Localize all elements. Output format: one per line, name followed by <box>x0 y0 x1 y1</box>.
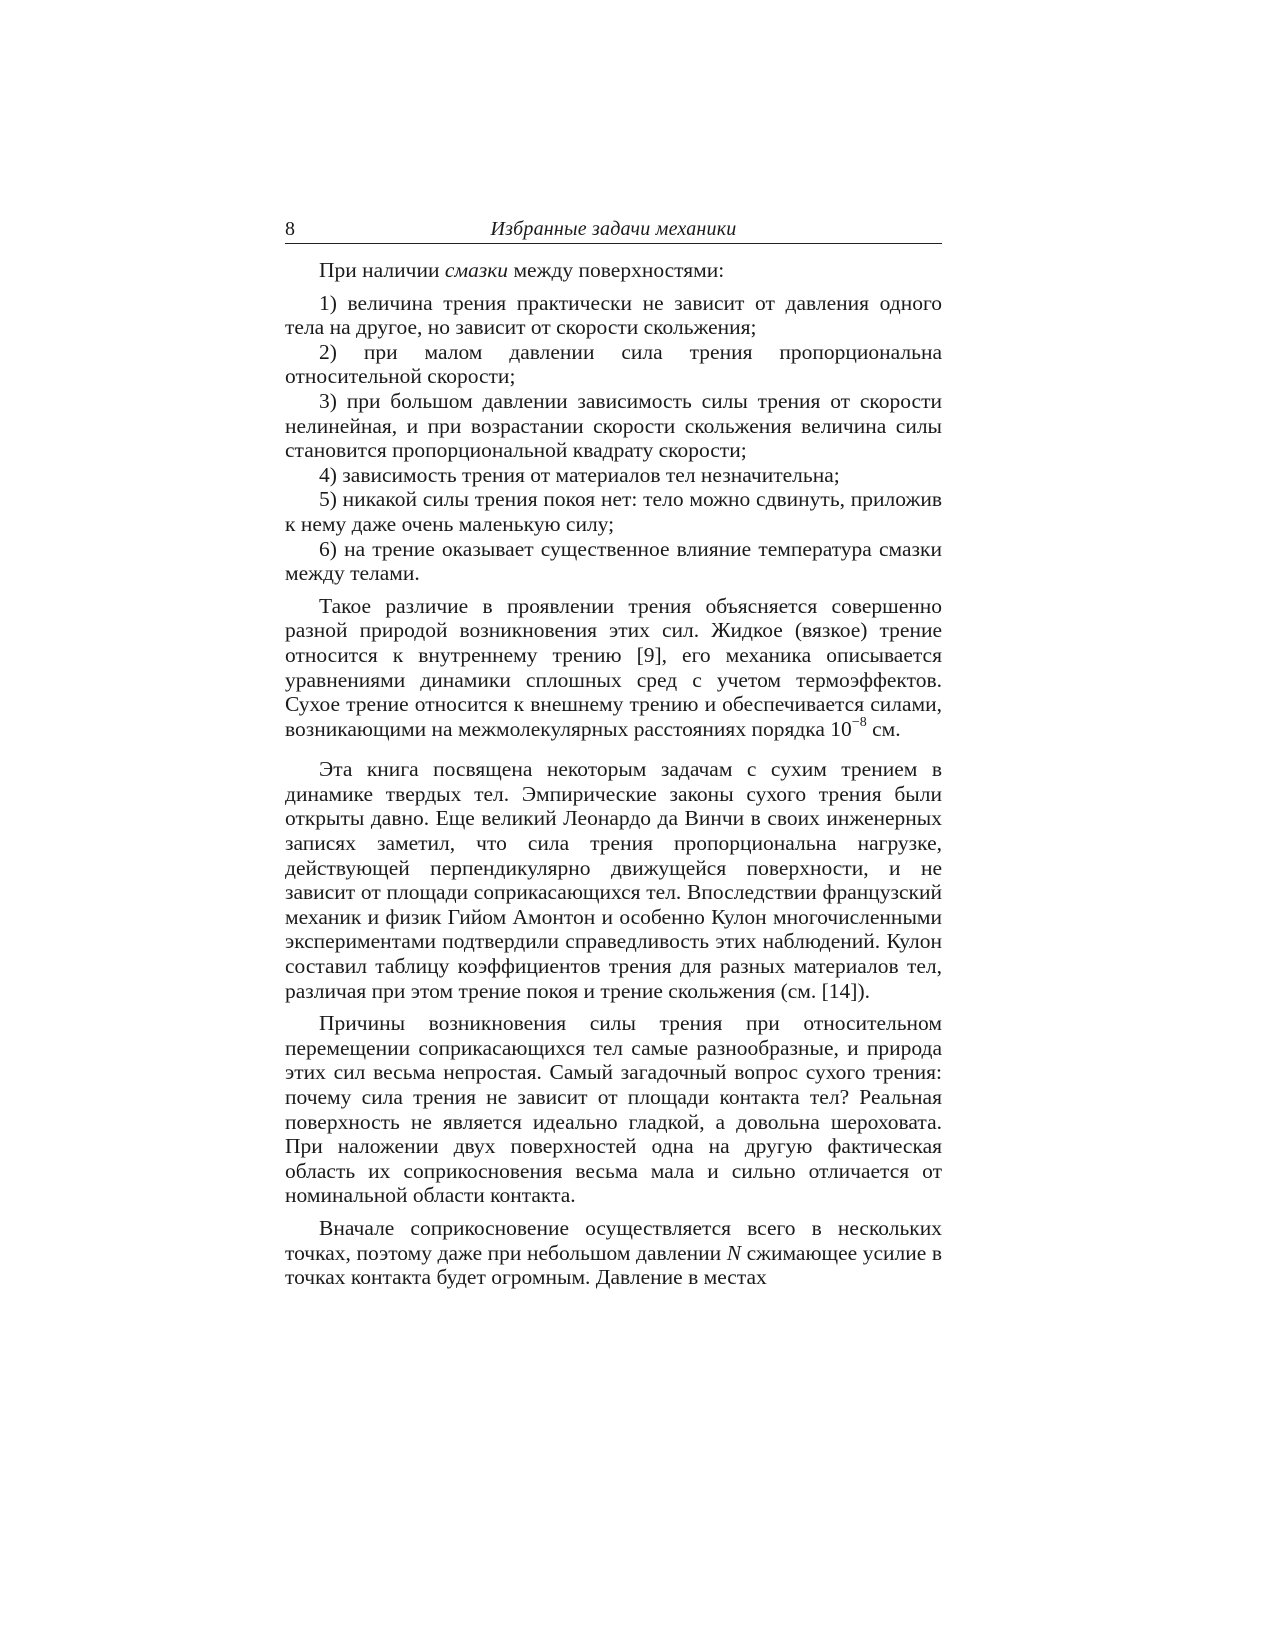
body-text <box>285 258 942 1290</box>
paragraph: При наличии смазки между поверхностями: <box>319 258 725 282</box>
symbol-N: N <box>726 1240 742 1265</box>
paragraph: Вначале соприкосновение осуществляется всего в нескольких точках, поэтому даже при небольшом давлении N сжимающее усилие в точках контакта будет огромным. Давление в местах <box>285 1215 942 1290</box>
list-item-3: 3) при большом давлении зависимость силы трения от скорости нелинейная, и при возрастании скорости скольжения величина силы становится пропорциональной квадрату скорости; <box>285 388 942 463</box>
paragraph: Такое различие в проявлении трения объясняется совершенно разной природой возникновения этих сил. Жидкое (вязкое) трение относится к внутреннему трению [9], его механика описывается уравнениями динамики сплошных сред с учетом термоэффектов. Сухое трение относится к внешнему трению и обеспечивается силами, возникающими на межмолекулярных расстояниях порядка $10^{-8}$ см. <box>285 593 942 741</box>
list-item-6: 6) на трение оказывает существенное влияние температура смазки между телами. <box>285 536 942 586</box>
list-item-5: 5) никакой силы трения покоя нет: тело можно сдвинуть, приложив к нему даже очень маленькую силу; <box>285 487 942 536</box>
paragraph: Эта книга посвящена некоторым задачам с сухим трением в динамике твердых тел. Эмпирические законы сухого трения были открыты давно. Еще великий Леонардо да Винчи в своих инженерных записях заметил, что сила трения пропорциональна нагрузке, действующей перпендикулярно движущейся поверхности, и не зависит от площади соприкасающихся тел. Впоследствии французский механик и физик Гийом Амонтон и особенно Кулон многочисленными экспериментами подтвердили справедливость этих наблюдений. Кулон составил таблицу коэффициентов трения для разных материалов тел, различая при этом трение покоя и трение скольжения (см. [14]). <box>285 757 942 1003</box>
running-header <box>285 215 942 244</box>
paragraph: Причины возникновения силы трения при относительном перемещении соприкасающихся тел самые разнообразные, и природа этих сил весьма непростая. Самый загадочный вопрос сухого трения: почему сила трения не зависит от площади контакта тел? Реальная поверхность не является идеально гладкой, а довольна шероховата. При наложении двух поверхностей одна на другую фактическая область их соприкосновения весьма мала и сильно отличается от номинальной области контакта. <box>285 1011 942 1208</box>
exponent: −8 <box>851 714 867 730</box>
running-title: Избранные задачи механики <box>490 218 737 240</box>
list-item-2: 2) при малом давлении сила трения пропорциональна относительной скорости; <box>285 339 942 389</box>
emphasis: смазки <box>444 258 509 282</box>
list-item-1: 1) величина трения практически не зависит от давления одного тела на другое, но зависит от скорости скольжения; <box>285 290 942 340</box>
page-number: 8 <box>285 218 295 240</box>
list-item-4: 4) зависимость трения от материалов тел незначительна; <box>319 462 840 487</box>
